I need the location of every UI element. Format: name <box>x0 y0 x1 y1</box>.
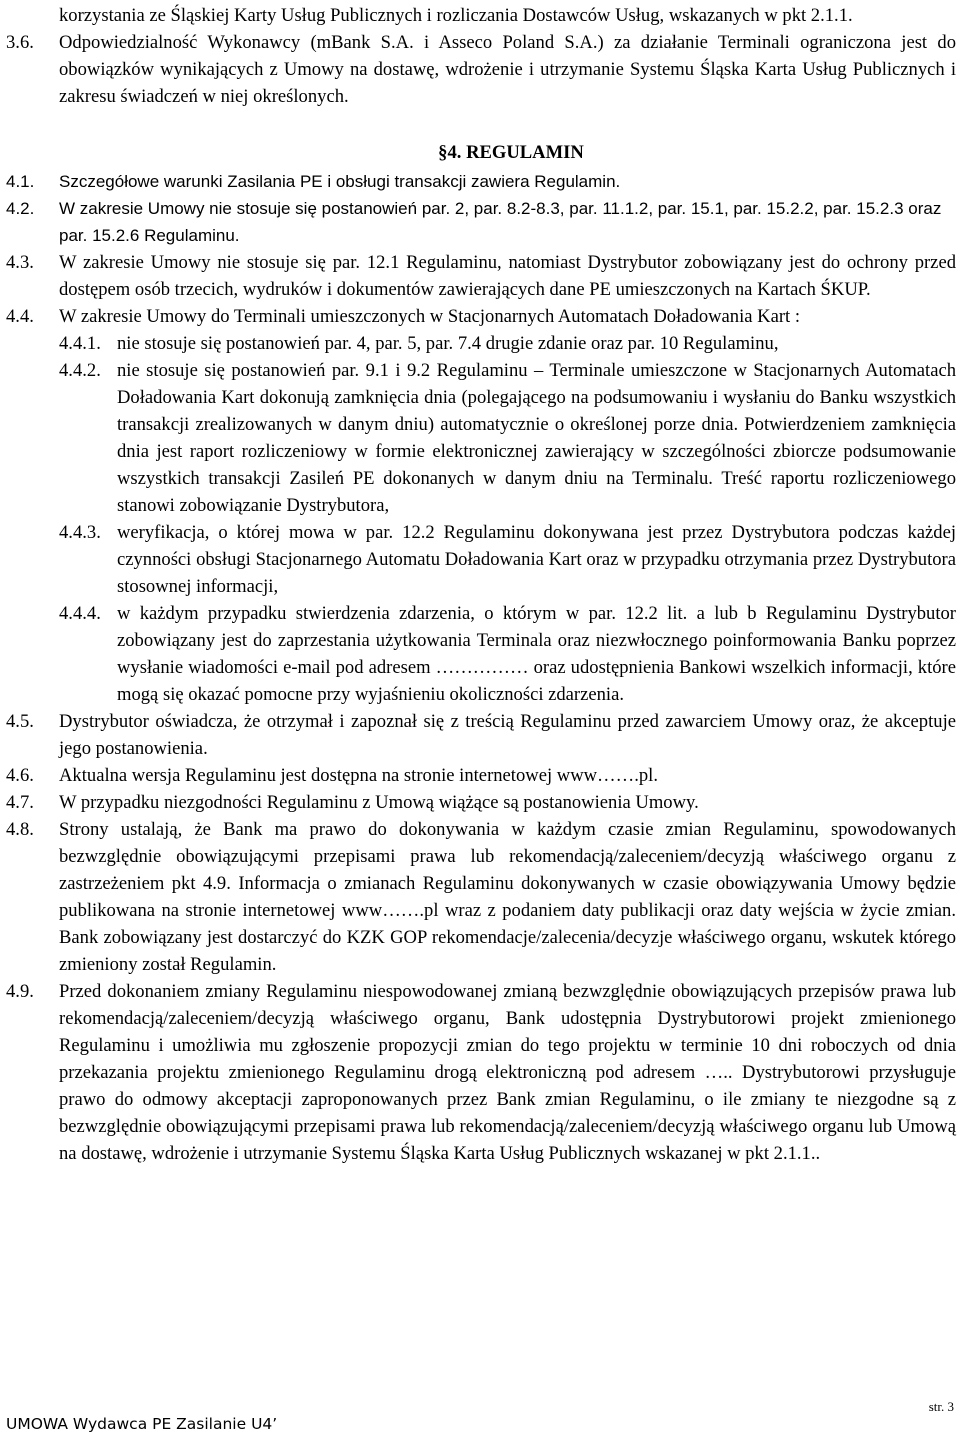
subsection-4-4-4 <box>59 600 956 708</box>
subsection-text: w każdym przypadku stwierdzenia zdarzenia, o którym w par. 12.2 lit. a lub b Regulaminu Dystrybutor zobowiązany jest do zaprzestania użytkowania Terminala oraz niezwłocznego poinformowania Banku poprzez wysłanie wiadomości e-mail pod adresem …………… oraz udostępnienia Bankowi wszelkich informacji, które mogą się okazać pomocne przy wyjaśnieniu okoliczności zdarzenia. <box>117 603 956 705</box>
section-text: W zakresie Umowy nie stosuje się par. 12.1 Regulaminu, natomiast Dystrybutor zobowiązany jest do ochrony przed dostępem osób trzecich, wydruków i dokumentów zawierających dane PE umieszczonych na Kartach ŚKUP. <box>59 252 956 300</box>
section-4-9 <box>6 978 956 1167</box>
subsection-number: 4.4.4. <box>59 603 101 624</box>
section-content <box>59 303 956 708</box>
subsection-text: nie stosuje się postanowień par. 9.1 i 9.2 Regulaminu – Terminale umieszczone w Stacjonarnych Automatach Doładowania Kart dokonują zamknięcia dnia (polegającego na podsumowaniu i wysłaniu do Banku wszystkich transakcji zrealizowanych w danym dniu) automatycznie o określonej porze dnia. Potwierdzeniem zamknięcia dnia jest raport rozliczeniowy w formie elektronicznej zawierający w szczególności zbiorcze podsumowanie wszystkich transakcji Zasileń PE dokonanych w danym dniu na Terminalu. Treść raportu rozliczeniowego stanowi zobowiązanie Dystrybutora, <box>117 360 956 516</box>
section-number: 4.1. <box>6 172 35 191</box>
subsection-text: weryfikacja, o której mowa w par. 12.2 Regulaminu dokonywana jest przez Dystrybutora podczas każdej czynności obsługi Stacjonarnego Automatu Doładowania Kart oraz w przypadku otrzymania przez Dystrybutora stosownej informacji, <box>117 522 956 597</box>
section-4-8 <box>6 816 956 978</box>
subsection-4-4-3 <box>59 519 956 600</box>
section-text: W zakresie Umowy nie stosuje się postanowień par. 2, par. 8.2-8.3, par. 11.1.2, par. 15.1, par. 15.2.2, par. 15.2.3 oraz par. 15.2.6 Regulaminu. <box>59 199 942 245</box>
section-text: Strony ustalają, że Bank ma prawo do dokonywania w każdym czasie zmian Regulaminu, spowodowanych bezwzględnie obowiązującymi przepisami prawa lub rekomendacją/zaleceniem/decyzją właściwego organu z zastrzeżeniem pkt 4.9. Informacja o zmianach Regulaminu dokonywanych w czasie obowiązywania Umowy będzie publikowana na stronie internetowej www…….pl wraz z podaniem daty publikacji oraz daty wejścia w życie zmian. Bank zobowiązany jest dostarczyć do KZK GOP rekomendacje/zalecenia/decyzje właściwego organu, wskutek którego zmieniony został Regulamin. <box>59 819 956 975</box>
section-number: 4.8. <box>6 819 34 840</box>
section-text: W przypadku niezgodności Regulaminu z Umową wiążące są postanowienia Umowy. <box>59 792 699 813</box>
section-text: Dystrybutor oświadcza, że otrzymał i zapoznał się z treścią Regulaminu przed zawarciem Umowy oraz, że akceptuje jego postanowienia. <box>59 711 956 759</box>
subsection-text: nie stosuje się postanowień par. 4, par. 5, par. 7.4 drugie zdanie oraz par. 10 Regulaminu, <box>117 333 779 354</box>
section-4-1 <box>6 168 956 195</box>
section-number: 3.6. <box>6 32 34 53</box>
section-4-3 <box>6 249 956 303</box>
section-number: 4.5. <box>6 711 34 732</box>
section-text: Przed dokonaniem zmiany Regulaminu niespowodowanej zmianą bezwzględnie obowiązujących przepisów prawa lub rekomendacją/zaleceniem/decyzją właściwego organu, Bank udostępnia Dystrybutorowi projekt zmienionego Regulaminu i umożliwia mu zgłoszenie propozycji zmian do tego projektu w terminie 10 dni roboczych od dnia przekazania projektu zmienionego Regulaminu drogą elektroniczną pod adresem ….. Dystrybutorowi przysługuje prawo do odmowy akceptacji zaproponowanych przez Bank zmian Regulaminu, o ile zmiany te niezgodne są z bezwzględnie obowiązującymi przepisami prawa lub rekomendacją/zaleceniem/decyzją właściwego organu lub Umową na dostawę, wdrożenie i utrzymanie Systemu Śląska Karta Usług Publicznych wskazanej w pkt 2.1.1.. <box>59 981 956 1164</box>
section-number: 4.3. <box>6 252 34 273</box>
section-number: 4.7. <box>6 792 34 813</box>
section-3-6 <box>6 29 956 110</box>
section-text: Aktualna wersja Regulaminu jest dostępna na stronie internetowej www…….pl. <box>59 765 658 786</box>
section-number: 4.4. <box>6 306 34 327</box>
subsection-4-4-2 <box>59 357 956 519</box>
subsection-number: 4.4.3. <box>59 522 101 543</box>
section-text: W zakresie Umowy do Terminali umieszczonych w Stacjonarnych Automatach Doładowania Kart : <box>59 306 801 327</box>
section-number: 4.2. <box>6 199 35 218</box>
page-number: str. 3 <box>928 1399 954 1414</box>
intro-paragraph: korzystania ze Śląskiej Karty Usług Publicznych i rozliczania Dostawców Usług, wskazanych w pkt 2.1.1. <box>59 5 853 26</box>
document-body <box>6 2 956 1167</box>
section-4-5 <box>6 708 956 762</box>
subsection-number: 4.4.2. <box>59 360 101 381</box>
section-heading: §4. REGULAMIN <box>438 142 584 163</box>
section-4-6 <box>6 762 956 789</box>
footer-document-title: UMOWA Wydawca PE Zasilanie U4’ <box>6 1415 278 1433</box>
section-4-2 <box>6 195 956 249</box>
subsection-4-4-1 <box>59 330 956 357</box>
subsection-number: 4.4.1. <box>59 333 101 354</box>
section-4-4 <box>6 303 956 708</box>
section-number: 4.6. <box>6 765 34 786</box>
section-number: 4.9. <box>6 981 34 1002</box>
section-text: Odpowiedzialność Wykonawcy (mBank S.A. i Asseco Poland S.A.) za działanie Terminali ograniczona jest do obowiązków wynikających z Umowy na dostawę, wdrożenie i utrzymanie Systemu Śląska Karta Usług Publicznych i zakresu świadczeń w niej określonych. <box>59 32 956 107</box>
section-4-7 <box>6 789 956 816</box>
section-text: Szczegółowe warunki Zasilania PE i obsługi transakcji zawiera Regulamin. <box>59 172 621 191</box>
